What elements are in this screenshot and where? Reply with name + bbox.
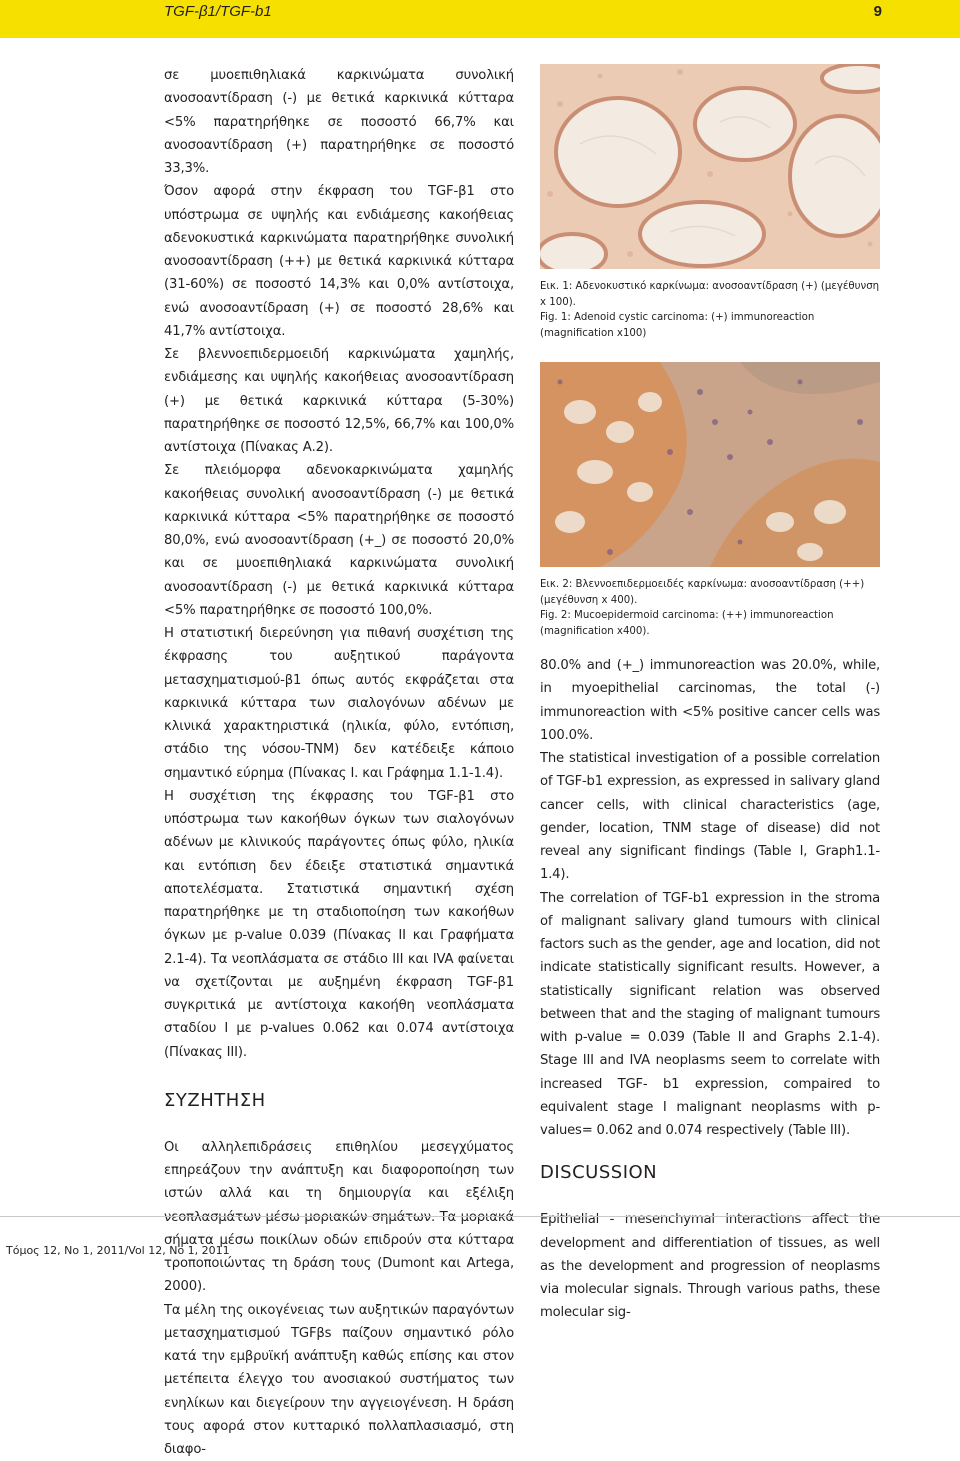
caption-english: Fig. 1: Adenoid cystic carcinoma: (+) immunoreaction (magnification x100): [540, 310, 880, 341]
paragraph: The statistical investigation of a possible correlation of TGF-b1 expression, as expressed in salivary gland cancer cells, with clinical characteristics (age, gender, location, TNM stage of disease) did not reveal any significant findings (Table I, Graph1.1-1.4).: [540, 747, 880, 887]
paragraph: Η συσχέτιση της έκφρασης του TGF-β1 στο υπόστρωμα των κακοήθων όγκων των σιαλογόνων αδένων με κλινικούς παράγοντες όπως φύλο, ηλικία και εντόπιση δεν έδειξε στατιστικά σημαντικά αποτελέσματα. Στατιστικά σημαντική σχέση παρατηρήθηκε με τη σταδιοποίηση των κακοήθων όγκων με p-value 0.039 (Πίνακας ΙΙ και Γραφήματα 2.1-4). Τα νεοπλάσματα σε στάδιο ΙΙΙ και IVA φαίνεται να σχετίζονται με αυξημένη έκφραση TGF-β1 συγκριτικά με αντίστοιχα κακοήθη νεοπλάσματα σταδίου Ι με p-values 0.062 και 0.074 αντίστοιχα (Πίνακας ΙΙΙ).: [164, 785, 514, 1064]
figure-1-caption: [540, 279, 880, 341]
paragraph: Όσον αφορά στην έκφραση του TGF-β1 στο υπόστρωμα σε υψηλής και ενδιάμεσης κακοήθειας αδενοκυστικά καρκινώματα παρατηρήθηκε συνολική ανοσοαντίδραση (++) με θετικά καρκινικά κύτταρα (31-60%) σε ποσοστό 14,3% και 0,0% αντίστοιχα, ενώ ανοσοαντίδραση (+) σε ποσοστό 28,6% και 41,7% αντίστοιχα.: [164, 180, 514, 343]
paragraph: σε μυοεπιθηλιακά καρκινώματα συνολική ανοσοαντίδραση (-) με θετικά καρκινικά κύτταρα <5% παρατηρήθηκε σε ποσοστό 66,7% και ανοσοαντίδραση (+) παρατηρήθηκε σε ποσοστό 33,3%.: [164, 64, 514, 180]
right-column: [540, 654, 880, 1325]
section-heading-greek: ΣΥΖΗΤΗΣΗ: [164, 1088, 514, 1114]
paragraph: Οι αλληλεπιδράσεις επιθηλίου μεσεγχύματος επηρεάζουν την ανάπτυξη και διαφοροποίηση των ιστών αλλά και τη δημιουργία και εξέλιξη νεοπλασμάτων μέσω μοριακών σημάτων. Τα μοριακά σήματα μέσω ποικίλων οδών επιδρούν στα κύτταρα τροποποιώντας τη δράση τους (Dumont και Artega, 2000).: [164, 1136, 514, 1299]
running-title: TGF-β1/TGF-b1: [164, 0, 272, 38]
footer-volume-info: Τόμος 12, No 1, 2011/Vol 12, No 1, 2011: [6, 1243, 230, 1259]
paragraph: 80.0% and (+_) immunoreaction was 20.0%, while, in myoepithelial carcinomas, the total (-) immunoreaction with <5% positive cancer cells was 100.0%.: [540, 654, 880, 747]
paragraph: Epithelial - mesenchymal interactions affect the development and differentiation of tissues, as well as the development and progression of neoplasms via molecular signals. Through various paths, these molecular sig-: [540, 1208, 880, 1324]
paragraph: Τα μέλη της οικογένειας των αυξητικών παραγόντων μετασχηματισμού TGFβs παίζουν σημαντικό ρόλο κατά την εμβρυϊκή ανάπτυξη καθώς επίσης και στον μετέπειτα έλεγχο του ανοσιακού συστήματος των ενηλίκων και διεγείρουν την αγγειογένεση. Η δράση τους αφορά στον κυτταρικό πολλαπλασιασμό, στη διαφο-: [164, 1299, 514, 1461]
caption-greek: Εικ. 2: Βλεννοεπιδερμοειδές καρκίνωμα: ανοσοαντίδραση (++) (μεγέθυνση x 400).: [540, 577, 880, 608]
figure-2-caption: [540, 577, 880, 639]
caption-greek: Εικ. 1: Αδενοκυστικό καρκίνωμα: ανοσοαντίδραση (+) (μεγέθυνση x 100).: [540, 279, 880, 310]
paragraph: Η στατιστική διερεύνηση για πιθανή συσχέτιση της έκφρασης του αυξητικού παράγοντα μετασχηματισμού-β1 όπως αυτός εκφράζεται στα καρκινικά κύτταρα των σιαλογόνων αδένων με κλινικά χαρακτηριστικά (ηλικία, φύλο, εντόπιση, στάδιο της νόσου-TNM) δεν κατέδειξε κάποιο σημαντικό εύρημα (Πίνακας Ι. και Γράφημα 1.1-1.4).: [164, 622, 514, 785]
figure-2-micrograph: [540, 362, 880, 567]
caption-english: Fig. 2: Mucoepidermoid carcinoma: (++) immunoreaction (magnification x400).: [540, 608, 880, 639]
header-band: [0, 0, 960, 38]
paragraph: Σε πλειόμορφα αδενοκαρκινώματα χαμηλής κακοήθειας συνολική ανοσοαντίδραση (-) με θετικά καρκινικά κύτταρα <5% παρατηρήθηκε σε ποσοστό 80,0%, ενώ ανοσοαντίδραση (+_) σε ποσοστό 20,0% και σε μυοεπιθηλιακά καρκινώματα συνολική ανοσοαντίδραση (-) με θετικά καρκινικά κύτταρα <5% παρατηρήθηκε σε ποσοστό 100,0%.: [164, 459, 514, 622]
micrograph-image-1: [540, 64, 880, 269]
section-heading-english: DISCUSSION: [540, 1160, 880, 1186]
micrograph-image-2: [540, 362, 880, 567]
paragraph: The correlation of TGF-b1 expression in the stroma of malignant salivary gland tumours with clinical factors such as the gender, age and location, did not indicate statistically significant results. However, a statistically significant relation was observed between that and the staging of malignant tumours with p-value = 0.039 (Table II and Graphs 2.1-4). Stage III and IVA neoplasms seem to correlate with increased TGF- b1 expression, compaired to equivalent stage I malignant neoplasms with p-values= 0.062 and 0.074 respectively (Table III).: [540, 887, 880, 1143]
paragraph: Σε βλεννοεπιδερμοειδή καρκινώματα χαμηλής, ενδιάμεσης και υψηλής κακοήθειας ανοσοαντίδραση (+) με θετικά καρκινικά κύτταρα (5-30%) παρατηρήθηκε σε ποσοστό 12,5%, 66,7% και 100,0% αντίστοιχα (Πίνακας Α.2).: [164, 343, 514, 459]
page-number: 9: [874, 0, 882, 38]
figure-1-micrograph: [540, 64, 880, 269]
footer-divider: [0, 1216, 960, 1217]
